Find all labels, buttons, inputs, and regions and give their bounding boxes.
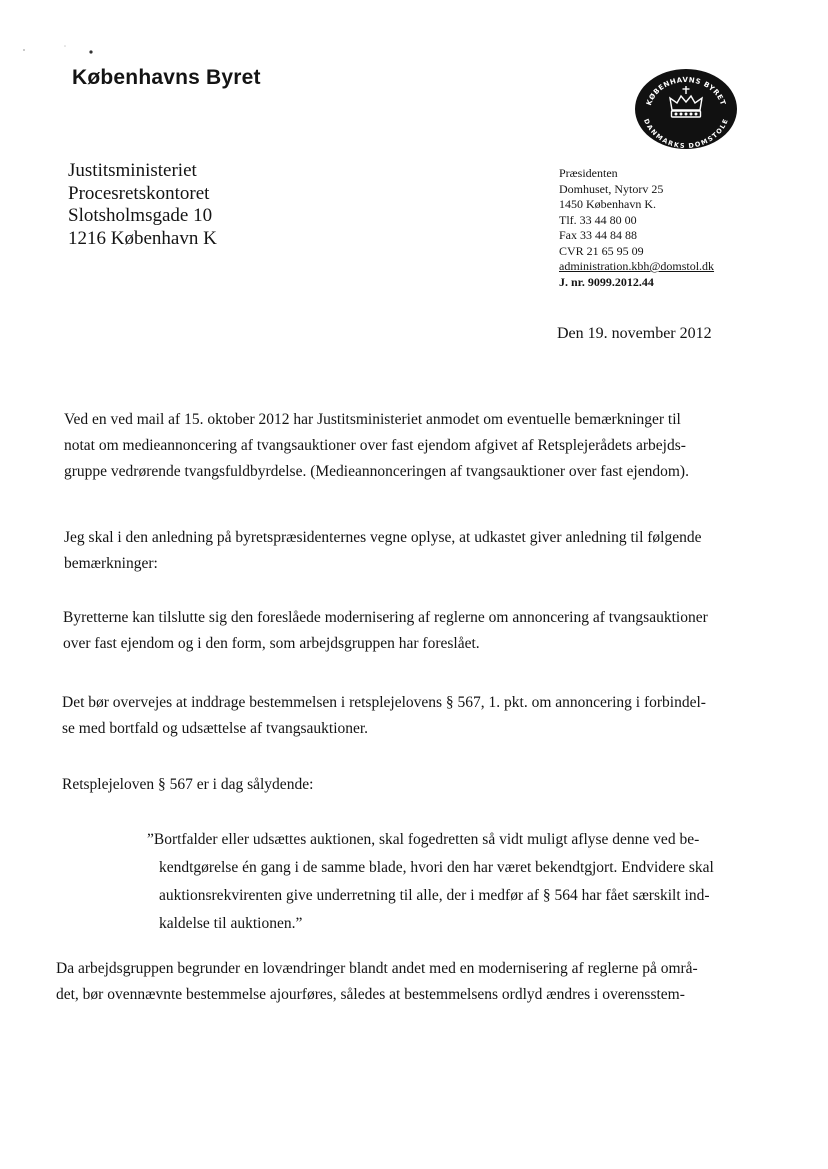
- sender-cvr: CVR 21 65 95 09: [559, 243, 644, 258]
- text-line: Byretterne kan tilslutte sig den foreslåede modernisering af reglerne om annoncering af tvangsauktioner: [63, 609, 708, 626]
- text-line: notat om medieannoncering af tvangsauktioner over fast ejendom afgivet af Retsplejerådets arbejds-: [64, 437, 686, 454]
- recipient-line: Procesretskontoret: [68, 182, 210, 204]
- recipient-address: [68, 160, 217, 250]
- recipient-line: 1216 København K: [68, 227, 217, 249]
- text-line: Jeg skal i den anledning på byretspræsidenternes vegne oplyse, at udkastet giver anledning til følgende: [64, 529, 702, 546]
- recipient-line: Justitsministeriet: [68, 160, 197, 181]
- letter-date: Den 19. november 2012: [557, 325, 712, 342]
- sender-address-line: Domhuset, Nytorv 25: [559, 181, 664, 196]
- paragraph-statute-intro: [62, 772, 722, 798]
- text-line: Det bør overvejes at inddrage bestemmelsen i retsplejelovens § 567, 1. pkt. om annoncering i forbindel-: [62, 694, 706, 711]
- seal-bottom-text: DANMARKS DOMSTOLE: [642, 117, 730, 150]
- quote-line: auktionsrekvirenten give underretning til alle, der i medfør af § 564 har fået særskilt ind-: [159, 887, 710, 904]
- sender-block: [559, 166, 714, 290]
- sender-fax: Fax 33 44 84 88: [559, 228, 637, 242]
- text-line: over fast ejendom og i den form, som arbejdsgruppen har foreslået.: [63, 635, 480, 652]
- quote-line: ”Bortfalder eller udsættes auktionen, skal fogedretten så vidt muligt aflyse denne ved be-: [147, 831, 700, 848]
- seal-top-text: KØBENHAVNS BYRET: [644, 75, 728, 107]
- text-line: det, bør ovennævnte bestemmelse ajourføres, således at bestemmelsens ordlyd ændres i overensstem-: [56, 986, 685, 1003]
- sender-title: Præsidenten: [559, 166, 618, 180]
- statute-quote: [147, 826, 727, 938]
- journal-number: J. nr. 9099.2012.44: [559, 274, 654, 289]
- quote-line: kendtgørelse én gang i de samme blade, hvori den har været bekendtgjort. Endvidere skal: [159, 859, 714, 876]
- sender-email: administration.kbh@domstol.dk: [559, 259, 715, 273]
- paragraph-remarks-intro: [64, 525, 729, 577]
- recipient-line: Slotsholmsgade 10: [68, 205, 213, 226]
- quote-line: kaldelse til auktionen.”: [159, 915, 303, 932]
- scan-specks: [20, 40, 100, 56]
- text-line: Da arbejdsgruppen begrunder en lovændringer blandt andet med en modernisering af reglerne på områ-: [56, 960, 698, 977]
- text-line: se med bortfald og udsættelse af tvangsauktioner.: [62, 720, 369, 737]
- court-seal: [634, 68, 738, 150]
- court-name: Københavns Byret: [72, 66, 261, 89]
- paragraph-consider: [62, 690, 732, 742]
- sender-address-line: 1450 København K.: [559, 197, 656, 211]
- text-line: bemærkninger:: [64, 555, 158, 572]
- paragraph-request: [64, 407, 729, 485]
- sender-phone: Tlf. 33 44 80 00: [559, 212, 637, 227]
- text-line: Retsplejeloven § 567 er i dag sålydende:: [62, 776, 314, 793]
- paragraph-support: [63, 605, 733, 657]
- text-line: gruppe vedrørende tvangsfuldbyrdelse. (Medieannonceringen af tvangsauktioner over fast ejendom).: [64, 463, 689, 480]
- text-line: Ved en ved mail af 15. oktober 2012 har Justitsministeriet anmodet om eventuelle bemærkninger til: [64, 411, 681, 428]
- paragraph-update: [56, 956, 746, 1008]
